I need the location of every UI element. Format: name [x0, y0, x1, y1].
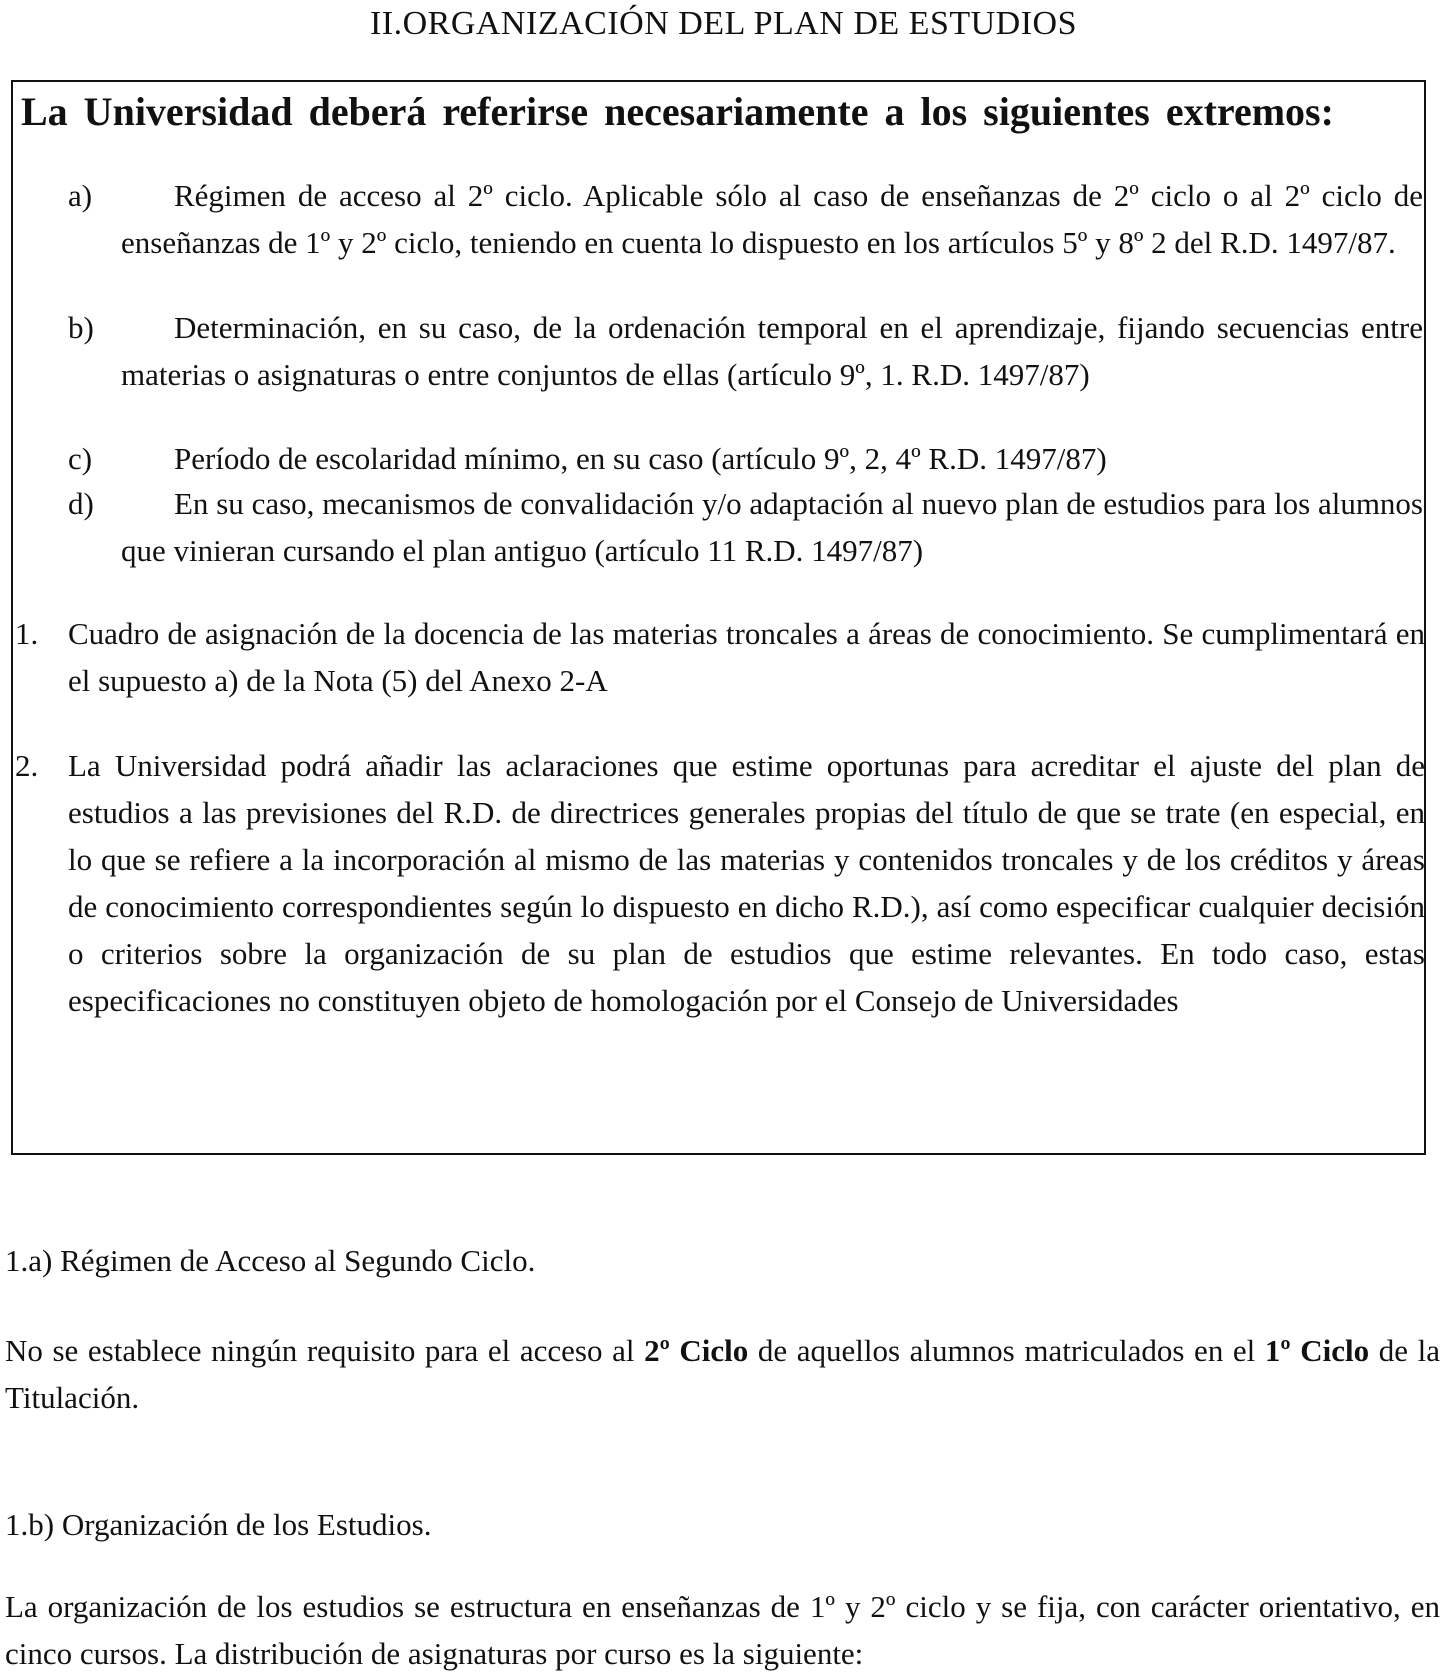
list-item-text: Régimen de acceso al 2º ciclo. Aplicable sólo al caso de enseñanzas de 2º ciclo o al 2º ciclo de enseñanzas de 1º y 2º ciclo, teniendo en cuenta lo dispuesto en los artículos 5º y 8º 2 del R.D. 1497/87.: [121, 178, 1423, 260]
paragraph-text: de aquellos alumnos matriculados en el: [748, 1333, 1265, 1368]
list-item-a: [68, 172, 1423, 266]
list-marker: a): [68, 178, 93, 213]
list-marker: 1.: [15, 616, 39, 651]
list-item-d: [68, 480, 1423, 574]
list-marker: b): [68, 310, 94, 345]
list-item-text: Período de escolaridad mínimo, en su caso (artículo 9º, 2, 4º R.D. 1497/87): [174, 441, 1107, 476]
instructions-box: [11, 80, 1426, 1155]
list-item-b: [68, 304, 1423, 398]
list-item-text: La Universidad podrá añadir las aclaraciones que estime oportunas para acreditar el ajuste del plan de estudios a las previsiones del R.D. de directrices generales propias del título de que se trate (en especial, en lo que se refiere a la incorporación al mismo de las materias y contenidos troncales y de los créditos y áreas de conocimiento correspondientes según lo dispuesto en dicho R.D.), así como especificar cualquier decisión o criterios sobre la organización de su plan de estudios que estime relevantes. En todo caso, estas especificaciones no constituyen objeto de homologación por el Consejo de Universidades: [68, 748, 1425, 1018]
section-heading: 1.a) Régimen de Acceso al Segundo Ciclo.: [5, 1243, 536, 1278]
list-marker: c): [68, 441, 93, 476]
list-item-text: Determinación, en su caso, de la ordenación temporal en el aprendizaje, fijando secuencias entre materias o asignaturas o entre conjuntos de ellas (artículo 9º, 1. R.D. 1497/87): [121, 310, 1423, 392]
list-item-c: [68, 435, 1423, 482]
list-item-text: En su caso, mecanismos de convalidación y/o adaptación al nuevo plan de estudios para los alumnos que vinieran cursando el plan antiguo (artículo 11 R.D. 1497/87): [121, 486, 1423, 568]
list-item-text: Cuadro de asignación de la docencia de las materias troncales a áreas de conocimiento. Se cumplimentará en el supuesto a) de la Nota (5) del Anexo 2-A: [68, 616, 1425, 698]
numbered-item-2: [13, 742, 1425, 1024]
list-marker: d): [68, 486, 94, 521]
instructions-heading: La Universidad deberá referirse necesariamente a los siguientes extremos:: [21, 89, 1334, 134]
numbered-item-1: [13, 610, 1425, 704]
paragraph-bold-text: 1º Ciclo: [1264, 1333, 1370, 1368]
paragraph-bold-text: 2º Ciclo: [644, 1333, 749, 1368]
page-title: II.ORGANIZACIÓN DEL PLAN DE ESTUDIOS: [369, 5, 1078, 42]
list-marker: 2.: [15, 748, 39, 783]
paragraph-text: de la Titulación.: [5, 1333, 1440, 1415]
section-paragraph: [5, 1327, 1440, 1421]
section-heading: 1.b) Organización de los Estudios.: [5, 1507, 432, 1542]
paragraph-text: No se establece ningún requisito para el acceso al: [5, 1333, 645, 1368]
section-paragraph: La organización de los estudios se estructura en enseñanzas de 1º y 2º ciclo y se fija, con carácter orientativo, en cinco cursos. La distribución de asignaturas por curso es la siguiente:: [5, 1589, 1440, 1671]
